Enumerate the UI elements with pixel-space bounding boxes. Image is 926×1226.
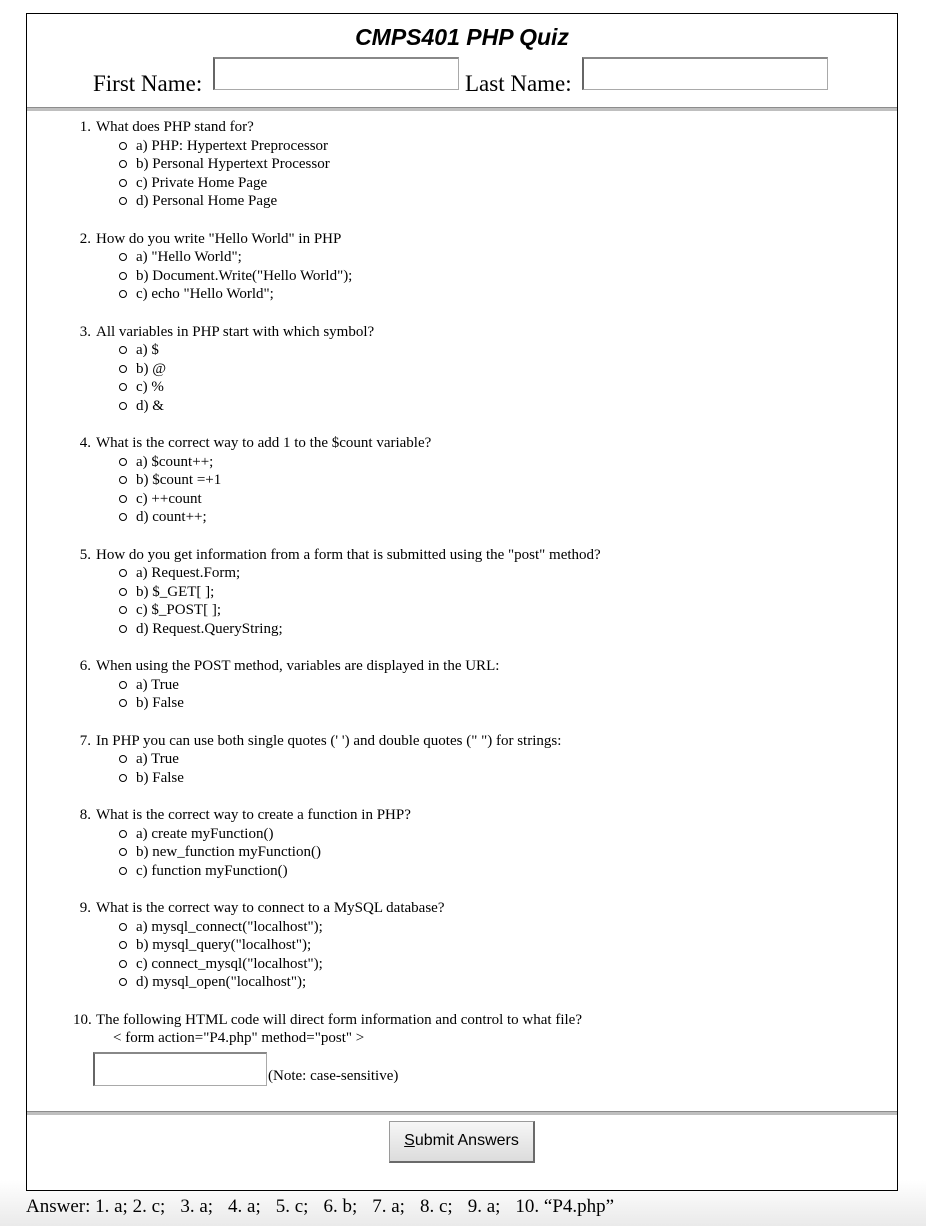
answer-option-label: d) Personal Home Page [136,193,278,210]
radio-circle-icon[interactable] [119,383,127,391]
header-divider [27,107,897,111]
question-heading [79,899,879,918]
submit-mnemonic: S [404,1132,415,1149]
question-text: In PHP you can use both single quotes (' ') and double quotes (" ") for strings: [96,732,562,749]
question-text: All variables in PHP start with which symbol? [96,323,375,340]
radio-circle-icon[interactable] [119,142,127,150]
answer-option-label: a) Request.Form; [136,565,241,582]
radio-circle-icon[interactable] [119,681,127,689]
question-number: 3. [79,323,91,340]
answer-option[interactable] [119,694,879,713]
answer-option-label: b) $count =+1 [136,472,222,489]
radio-circle-icon[interactable] [119,960,127,968]
answer-option-label: a) "Hello World"; [136,249,242,266]
question-10 [73,1011,879,1086]
question-text: The following HTML code will direct form information and control to what file? [96,1011,582,1028]
radio-circle-icon[interactable] [119,755,127,763]
question-heading [79,546,879,565]
answer-option[interactable] [119,341,879,360]
radio-circle-icon[interactable] [119,253,127,261]
radio-circle-icon[interactable] [119,346,127,354]
question-number: 5. [79,546,91,563]
answer-key-item: 10. “P4.php” [515,1196,615,1217]
radio-circle-icon[interactable] [119,402,127,410]
radio-circle-icon[interactable] [119,699,127,707]
answer-option-label: b) False [136,769,184,786]
answer-option[interactable] [119,490,879,509]
answer-option[interactable] [119,192,879,211]
question-heading [79,118,879,137]
answer-option-label: d) Request.QueryString; [136,621,283,638]
answer-option[interactable] [119,174,879,193]
submit-label: ubmit Answers [414,1132,519,1149]
answer-option-label: a) $ [136,342,159,359]
answer-option-label: a) mysql_connect("localhost"); [136,918,323,935]
answer-option[interactable] [119,955,879,974]
answer-option[interactable] [119,564,879,583]
question-number: 10. [73,1011,92,1028]
answer-option[interactable] [119,508,879,527]
answer-option-label: d) count++; [136,509,207,526]
answer-option[interactable] [119,155,879,174]
answer-option[interactable] [119,471,879,490]
answer-option-label: b) False [136,695,184,712]
answer-option[interactable] [119,936,879,955]
question-number: 6. [79,658,91,675]
answer-option[interactable] [119,360,879,379]
page-title: CMPS401 PHP Quiz [355,24,569,50]
radio-circle-icon[interactable] [119,606,127,614]
question-6 [79,657,879,713]
answer-option-label: c) Private Home Page [136,174,268,191]
question-list [73,118,879,1104]
footer-divider [27,1111,897,1115]
answer-key-item: Answer: 1. a; 2. c; [26,1196,166,1217]
question-heading [79,230,879,249]
question-1 [79,118,879,211]
answer-key-item: 8. c; [419,1196,453,1217]
quiz-header [27,14,897,108]
radio-circle-icon[interactable] [119,941,127,949]
answer-option[interactable] [119,248,879,267]
last-name-input[interactable] [582,57,828,90]
question-number: 8. [79,806,91,823]
radio-circle-icon[interactable] [119,867,127,875]
answer-key [26,1196,629,1218]
answer-key-item: 5. c; [275,1196,309,1217]
first-name-label: First Name: [93,71,203,96]
answer-option-label: d) mysql_open("localhost"); [136,974,307,991]
question-heading [79,323,879,342]
radio-circle-icon[interactable] [119,179,127,187]
answer-option[interactable] [119,918,879,937]
answer-key-item: 4. a; [228,1196,261,1217]
radio-circle-icon[interactable] [119,290,127,298]
answer-option-label: b) Document.Write("Hello World"); [136,267,353,284]
last-name-label: Last Name: [465,71,572,96]
answer-option-label: a) True [136,751,179,768]
answer-key-item: 3. a; [180,1196,214,1217]
radio-circle-icon[interactable] [119,923,127,931]
radio-circle-icon[interactable] [119,458,127,466]
question-9 [79,899,879,992]
question-text: What is the correct way to connect to a MySQL database? [96,899,445,916]
answer-option-label: c) $_POST[ ]; [136,602,221,619]
question-number: 7. [79,732,91,749]
question-heading [79,732,879,751]
radio-circle-icon[interactable] [119,160,127,168]
question-text: What does PHP stand for? [96,119,254,135]
answer-option[interactable] [119,267,879,286]
question-4 [79,434,879,527]
question-8 [79,806,879,880]
answer-option[interactable] [119,973,879,992]
answer-option[interactable] [119,583,879,602]
answer-option[interactable] [119,769,879,788]
answer-key-item: 9. a; [467,1196,501,1217]
answer-option[interactable] [119,676,879,695]
submit-answers-button[interactable] [389,1121,535,1163]
answer-option-label: b) mysql_query("localhost"); [136,937,312,954]
answer-option-label: b) Personal Hypertext Processor [136,156,330,173]
answer-option[interactable] [119,620,879,639]
radio-circle-icon[interactable] [119,513,127,521]
answer-option-label: d) & [136,397,164,414]
question-3 [79,323,879,416]
radio-circle-icon[interactable] [119,588,127,596]
answer-option[interactable] [119,397,879,416]
question-2 [79,230,879,304]
file-answer-input[interactable] [93,1052,267,1086]
radio-circle-icon[interactable] [119,978,127,986]
question-number: 2. [79,230,91,247]
html-code-snippet: < form action="P4.php" method="post" > [113,1030,365,1047]
question-heading [79,806,879,825]
radio-circle-icon[interactable] [119,272,127,280]
answer-option[interactable] [119,843,879,862]
case-sensitive-note: (Note: case-sensitive) [268,1068,399,1085]
answer-option[interactable] [119,750,879,769]
answer-option-label: a) create myFunction() [136,825,274,842]
answer-option-label: a) True [136,676,179,693]
question-text: How do you write "Hello World" in PHP [96,230,342,247]
answer-option[interactable] [119,137,879,156]
answer-option[interactable] [119,862,879,881]
answer-option-label: c) connect_mysql("localhost"); [136,955,323,972]
answer-option-label: b) $_GET[ ]; [136,583,215,600]
question-heading [79,657,879,676]
question-heading [73,1011,879,1030]
radio-circle-icon[interactable] [119,197,127,205]
answer-option-label: a) PHP: Hypertext Preprocessor [136,137,329,154]
answer-option-label: c) ++count [136,490,202,507]
question-7 [79,732,879,788]
question-text: When using the POST method, variables are displayed in the URL: [96,658,500,675]
radio-circle-icon[interactable] [119,569,127,577]
answer-option[interactable] [119,453,879,472]
question-number: 9. [79,899,91,916]
answer-option[interactable] [119,285,879,304]
quiz-form-frame [26,13,898,1191]
answer-key-item: 7. a; [372,1196,405,1217]
answer-option-label: c) % [136,379,164,396]
question-number: 1. [79,119,91,135]
first-name-input[interactable] [213,57,459,90]
radio-circle-icon[interactable] [119,848,127,856]
answer-key-item: 6. b; [323,1196,358,1217]
radio-circle-icon[interactable] [119,830,127,838]
answer-option-label: b) @ [136,360,167,377]
question-text: What is the correct way to add 1 to the $count variable? [96,435,432,452]
question-text: How do you get information from a form that is submitted using the "post" method? [96,546,601,563]
answer-row [79,1048,879,1086]
radio-circle-icon[interactable] [119,476,127,484]
answer-option[interactable] [119,378,879,397]
answer-option-label: a) $count++; [136,453,214,470]
answer-option[interactable] [119,601,879,620]
answer-option-label: c) echo "Hello World"; [136,286,274,303]
radio-circle-icon[interactable] [119,495,127,503]
question-5 [79,546,879,639]
question-text: What is the correct way to create a function in PHP? [96,806,411,823]
radio-circle-icon[interactable] [119,365,127,373]
question-number: 4. [79,435,91,452]
radio-circle-icon[interactable] [119,774,127,782]
answer-option[interactable] [119,825,879,844]
radio-circle-icon[interactable] [119,625,127,633]
answer-option-label: c) function myFunction() [136,862,288,879]
question-heading [79,434,879,453]
answer-option-label: b) new_function myFunction() [136,844,321,861]
